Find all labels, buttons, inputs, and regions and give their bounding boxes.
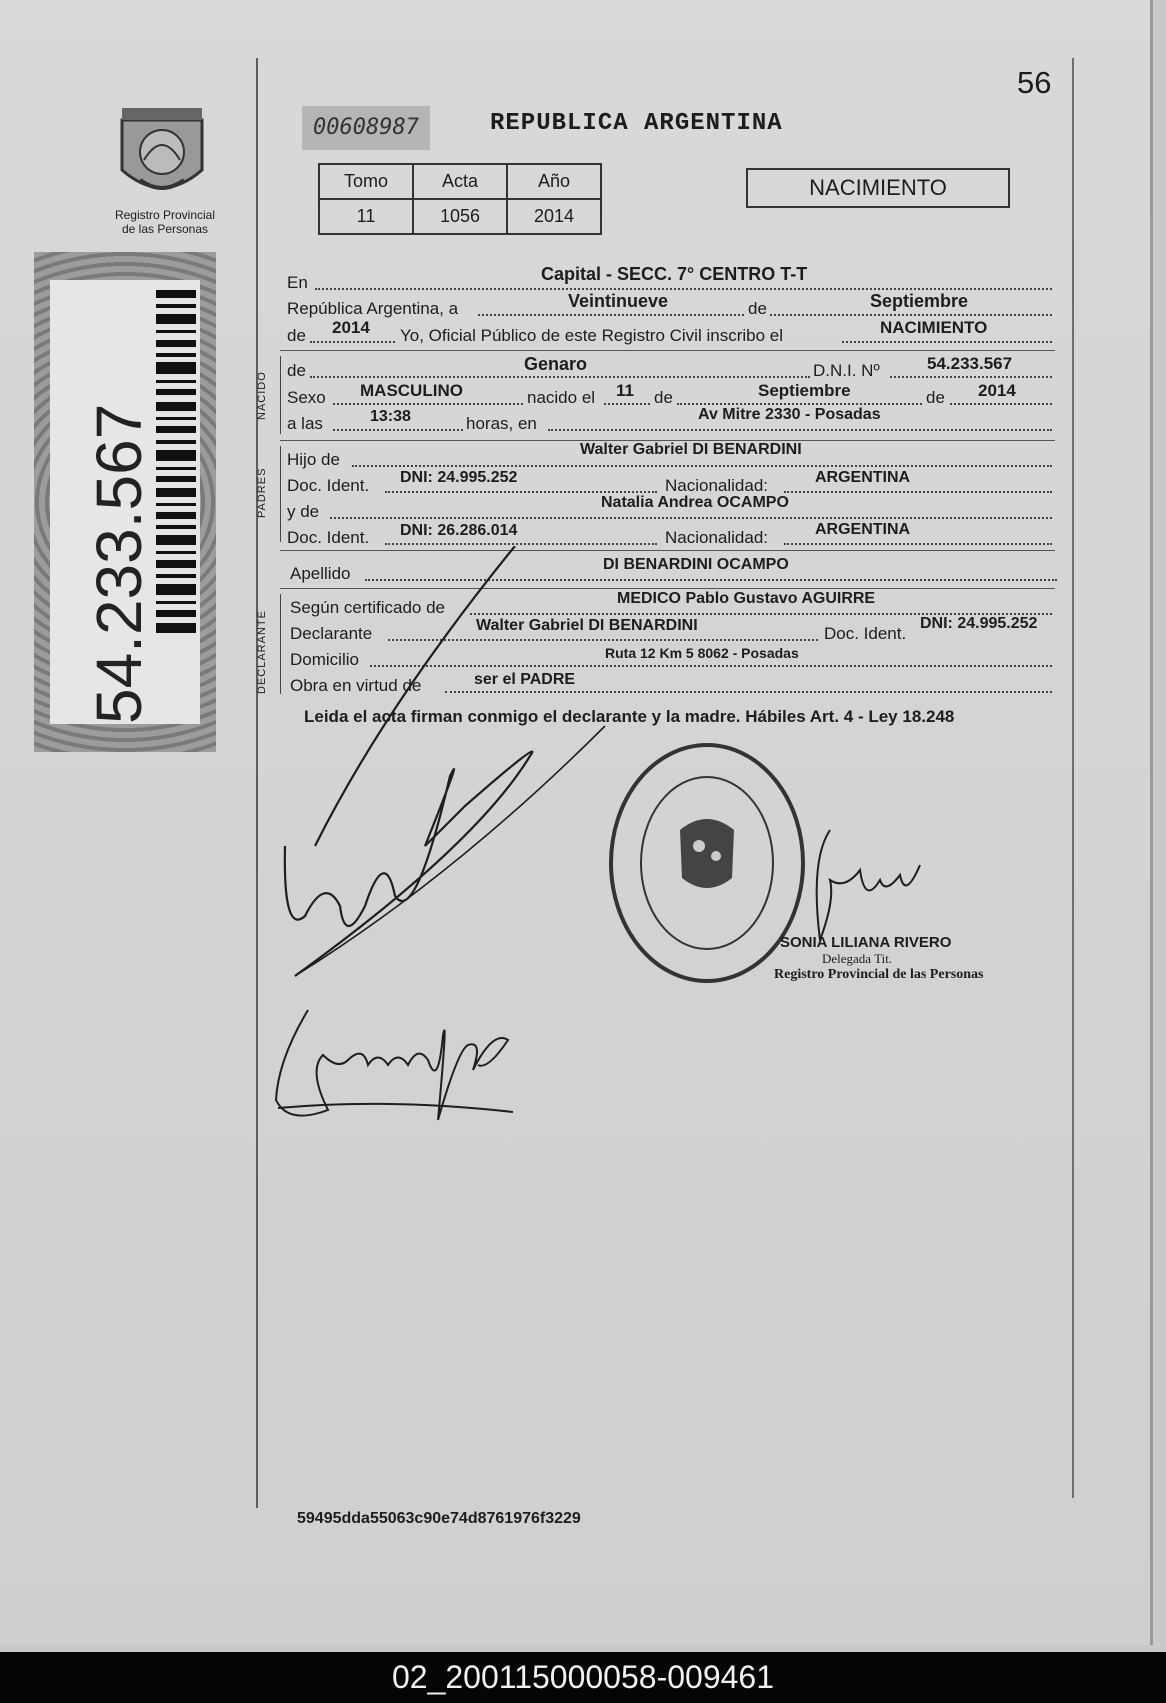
label-segun: Según certificado de — [290, 598, 445, 617]
value-dni: 54.233.567 — [927, 354, 1013, 373]
signer-block — [774, 934, 984, 983]
label-republica: República Argentina, a — [287, 299, 459, 318]
right-margin-line — [1072, 58, 1074, 1498]
barcode-number: 54.233.567 — [83, 403, 155, 724]
dotted-line — [478, 314, 744, 316]
value-dia-nac: 11 — [616, 381, 634, 400]
record-table — [318, 163, 602, 235]
officer-signature — [790, 820, 940, 950]
value-madre: Natalia Andrea OCAMPO — [601, 494, 789, 511]
value-domicilio: Ruta 12 Km 5 8062 - Posadas — [605, 645, 799, 661]
top-stamp-code: 00608987 — [302, 106, 430, 150]
label-sexo: Sexo — [287, 388, 326, 407]
dotted-line — [330, 517, 1052, 519]
value-anio: 2014 — [507, 199, 601, 234]
page-number: 56 — [1017, 65, 1052, 100]
header-acta: Acta — [413, 164, 507, 199]
value-acto: NACIMIENTO — [880, 318, 988, 337]
section-divider — [280, 350, 1055, 351]
value-apellido: DI BENARDINI OCAMPO — [603, 556, 789, 573]
label-obra: Obra en virtud de — [290, 676, 422, 695]
dotted-line — [890, 376, 1052, 378]
value-anio-nac: 2014 — [978, 381, 1016, 400]
declarant-signature — [275, 546, 615, 986]
side-label-nacido: NACIDO — [256, 371, 268, 420]
section-bar — [280, 446, 281, 542]
label-nac-madre: Nacionalidad: — [665, 528, 769, 547]
header-tomo: Tomo — [319, 164, 413, 199]
side-label-declarante: DECLARANTE — [256, 610, 268, 694]
signer-name: SONIA LILIANA RIVERO — [780, 934, 952, 951]
dotted-line — [784, 491, 1052, 493]
dotted-line — [333, 429, 463, 431]
dotted-line — [784, 543, 1052, 545]
value-declarante-doc: DNI: 24.995.252 — [920, 615, 1038, 632]
label-doc-padre: Doc. Ident. — [287, 476, 370, 495]
value-padre: Walter Gabriel DI BENARDINI — [580, 441, 802, 458]
label-a-las: a las — [287, 414, 323, 433]
dotted-line — [842, 341, 1052, 343]
dotted-line — [950, 403, 1052, 405]
label-de-month: de — [654, 388, 673, 407]
barcode-bars — [156, 290, 196, 640]
document-title: REPUBLICA ARGENTINA — [490, 110, 783, 137]
value-lugar: Capital - SECC. 7° CENTRO T-T — [541, 264, 808, 284]
label-declarante: Declarante — [290, 624, 373, 643]
registry-caption — [90, 208, 240, 236]
registry-caption-line2: de las Personas — [121, 222, 209, 236]
closing-statement: Leida el acta firman conmigo el declarante y la madre. Hábiles Art. 4 - Ley 18.248 — [304, 707, 955, 726]
registry-caption-line1: Registro Provincial — [114, 208, 216, 222]
label-doc-madre: Doc. Ident. — [287, 528, 370, 547]
label-dni: D.N.I. Nº — [813, 361, 880, 380]
side-label-padres: PADRES — [256, 467, 268, 518]
mother-signature — [268, 1000, 518, 1130]
value-acta: 1056 — [413, 199, 507, 234]
dotted-line — [385, 491, 657, 493]
dotted-line — [310, 376, 810, 378]
label-nacido-el: nacido el — [527, 388, 596, 407]
value-mes-nac: Septiembre — [758, 381, 851, 400]
value-obra: ser el PADRE — [474, 671, 576, 688]
dotted-line — [333, 403, 523, 405]
barcode-label — [50, 280, 200, 724]
label-hijo-de: Hijo de — [287, 450, 340, 469]
dotted-line — [604, 403, 650, 405]
signer-org: Registro Provincial de las Personas — [774, 967, 984, 982]
document-hash: 59495dda55063c90e74d8761976f3229 — [297, 1510, 581, 1527]
province-coat-of-arms-logo — [112, 100, 212, 208]
dotted-line — [310, 341, 395, 343]
header-anio: Año — [507, 164, 601, 199]
file-id-footer: 02_200115000058-009461 — [0, 1652, 1166, 1703]
value-certificado: MEDICO Pablo Gustavo AGUIRRE — [617, 590, 876, 607]
value-lugar-nac: Av Mitre 2330 - Posadas — [698, 406, 881, 423]
dotted-line — [315, 288, 1052, 290]
value-dia-letras: Veintinueve — [568, 291, 669, 311]
dotted-line — [352, 465, 1052, 467]
label-yo: Yo, Oficial Público de este Registro Civil inscribo el — [400, 326, 783, 345]
label-de-nombre: de — [287, 361, 306, 380]
document-type: NACIMIENTO — [746, 168, 1010, 208]
dotted-line — [548, 429, 1052, 431]
value-sexo: MASCULINO — [360, 381, 463, 400]
label-nac-padre: Nacionalidad: — [665, 476, 769, 495]
dotted-line — [385, 543, 657, 545]
value-padre-nac: ARGENTINA — [815, 469, 911, 486]
left-margin-line — [256, 58, 258, 1508]
value-hora: 13:38 — [370, 408, 411, 425]
barcode-panel — [34, 252, 216, 752]
label-horas-en: horas, en — [466, 414, 537, 433]
value-madre-doc: DNI: 26.286.014 — [400, 522, 518, 539]
dotted-line — [770, 314, 1052, 316]
value-declarante: Walter Gabriel DI BENARDINI — [476, 617, 698, 634]
label-de: de — [748, 299, 767, 318]
label-de-year: de — [287, 326, 306, 345]
label-y-de: y de — [287, 502, 320, 521]
value-nombre: Genaro — [524, 354, 588, 374]
dotted-line — [677, 403, 922, 405]
value-tomo: 11 — [319, 199, 413, 234]
section-bar — [280, 356, 281, 434]
label-domicilio: Domicilio — [290, 650, 359, 669]
value-anio: 2014 — [332, 318, 370, 337]
label-de-y2: de — [926, 388, 945, 407]
value-mes: Septiembre — [870, 291, 969, 311]
value-padre-doc: DNI: 24.995.252 — [400, 469, 518, 486]
label-doc-declarante: Doc. Ident. — [824, 624, 907, 643]
signer-role: Delegada Tit. — [822, 951, 893, 966]
label-en: En — [287, 273, 308, 292]
label-apellido: Apellido — [290, 564, 351, 583]
value-madre-nac: ARGENTINA — [815, 521, 911, 538]
